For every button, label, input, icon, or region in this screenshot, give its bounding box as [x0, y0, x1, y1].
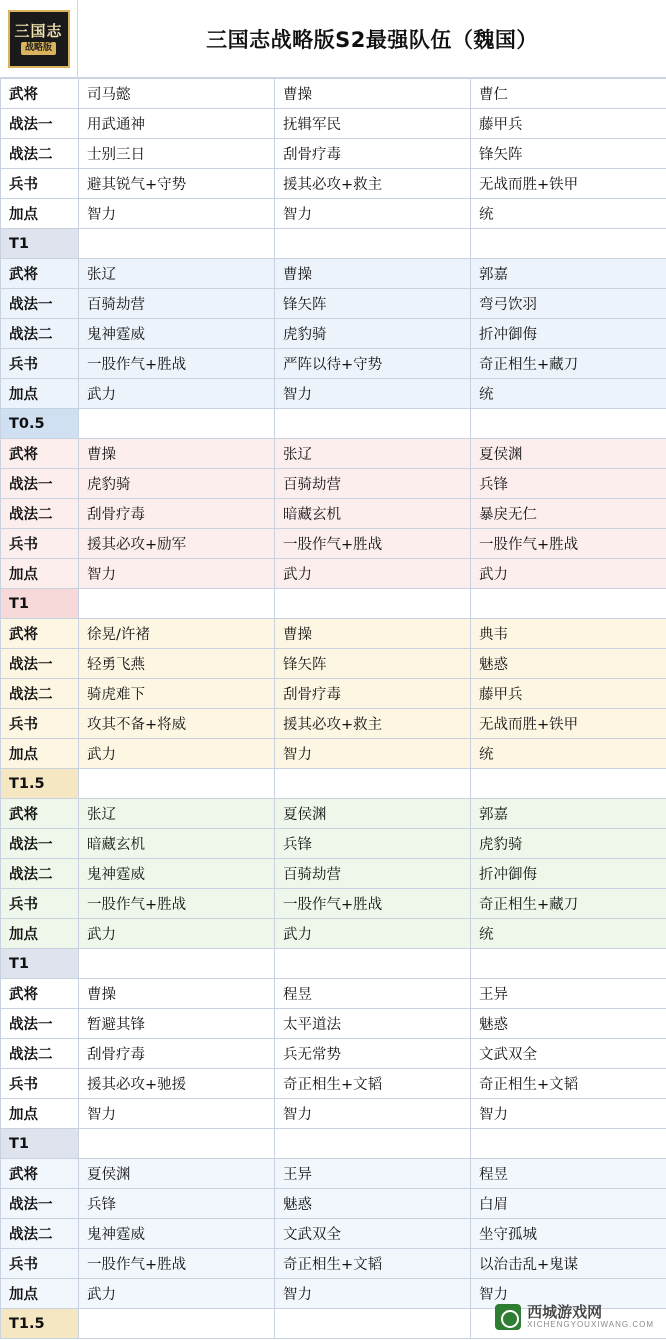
table-row: [1, 199, 666, 229]
table-cell: 藤甲兵: [471, 679, 666, 709]
table-cell: 智力: [275, 739, 471, 769]
table-cell: 曹操: [275, 259, 471, 289]
table-row: [1, 139, 666, 169]
table-cell: 暂避其锋: [79, 1009, 275, 1039]
table-row: [1, 349, 666, 379]
table-cell: 折冲御侮: [471, 319, 666, 349]
table-row: [1, 469, 666, 499]
table-cell: 统: [471, 919, 666, 949]
table-cell: 一股作气+胜战: [275, 889, 471, 919]
table-cell: 奇正相生+藏刀: [471, 349, 666, 379]
watermark-sub: XICHENGYOUXIWANG.COM: [527, 1319, 654, 1329]
table-cell: 魅惑: [471, 1009, 666, 1039]
tier-spacer-cell: [471, 589, 666, 619]
row-label: 兵书: [1, 709, 79, 739]
table-cell: 张辽: [275, 439, 471, 469]
table-cell: 奇正相生+文韬: [275, 1069, 471, 1099]
table-cell: 锋矢阵: [275, 649, 471, 679]
row-label: 加点: [1, 1099, 79, 1129]
table-row: [1, 679, 666, 709]
table-cell: 避其锐气+守势: [79, 169, 275, 199]
row-label: 加点: [1, 559, 79, 589]
table-cell: 王异: [275, 1159, 471, 1189]
table-cell: 攻其不备+将威: [79, 709, 275, 739]
tier-row: [1, 949, 666, 979]
table-cell: 锋矢阵: [275, 289, 471, 319]
table-cell: 援其必攻+救主: [275, 709, 471, 739]
tier-label: T1: [1, 1129, 79, 1159]
row-label: 兵书: [1, 169, 79, 199]
table-cell: 奇正相生+文韬: [471, 1069, 666, 1099]
tier-spacer-cell: [275, 769, 471, 799]
table-row: [1, 559, 666, 589]
table-cell: 曹仁: [471, 79, 666, 109]
row-label: 战法一: [1, 469, 79, 499]
table-row: [1, 109, 666, 139]
table-cell: 曹操: [275, 619, 471, 649]
table-cell: 徐晃/许褚: [79, 619, 275, 649]
row-label: 战法二: [1, 1219, 79, 1249]
table-cell: 文武双全: [471, 1039, 666, 1069]
table-cell: 魅惑: [471, 649, 666, 679]
title-cell: [78, 0, 666, 77]
table-cell: 统: [471, 199, 666, 229]
table-cell: 援其必攻+驰援: [79, 1069, 275, 1099]
table-cell: 王异: [471, 979, 666, 1009]
table-cell: 文武双全: [275, 1219, 471, 1249]
table-cell: 兵锋: [471, 469, 666, 499]
row-label: 兵书: [1, 349, 79, 379]
tier-label: T1: [1, 589, 79, 619]
tier-spacer-cell: [79, 769, 275, 799]
table-cell: 张辽: [79, 799, 275, 829]
table-cell: 兵锋: [79, 1189, 275, 1219]
table-cell: 士别三日: [79, 139, 275, 169]
table-cell: 程昱: [471, 1159, 666, 1189]
table-row: [1, 379, 666, 409]
table-cell: 百骑劫营: [275, 859, 471, 889]
table-row: [1, 1219, 666, 1249]
tier-spacer-cell: [79, 1309, 275, 1339]
table-cell: 刮骨疗毒: [79, 499, 275, 529]
row-label: 加点: [1, 199, 79, 229]
table-cell: 虎豹骑: [79, 469, 275, 499]
table-cell: 统: [471, 739, 666, 769]
table-row: [1, 499, 666, 529]
table-row: [1, 169, 666, 199]
row-label: 战法一: [1, 289, 79, 319]
table-cell: 夏侯渊: [275, 799, 471, 829]
table-cell: 夏侯渊: [471, 439, 666, 469]
tier-spacer-cell: [471, 1129, 666, 1159]
table-cell: 藤甲兵: [471, 109, 666, 139]
table-row: [1, 1009, 666, 1039]
table-cell: 一股作气+胜战: [471, 529, 666, 559]
row-label: 武将: [1, 979, 79, 1009]
logo-sub-text: 战略版: [21, 42, 56, 55]
table-row: [1, 439, 666, 469]
row-label: 加点: [1, 379, 79, 409]
tier-label: T1: [1, 949, 79, 979]
table-row: [1, 829, 666, 859]
table-cell: 抚辑军民: [275, 109, 471, 139]
table-cell: 郭嘉: [471, 259, 666, 289]
table-cell: 曹操: [79, 439, 275, 469]
row-label: 战法一: [1, 1189, 79, 1219]
table-cell: 刮骨疗毒: [275, 139, 471, 169]
row-label: 战法一: [1, 109, 79, 139]
row-label: 战法二: [1, 499, 79, 529]
tier-spacer-cell: [79, 409, 275, 439]
table-cell: 智力: [79, 1099, 275, 1129]
logo-main-text: 三国志: [14, 21, 63, 40]
tier-row: [1, 229, 666, 259]
tier-row: [1, 409, 666, 439]
row-label: 兵书: [1, 889, 79, 919]
row-label: 兵书: [1, 1249, 79, 1279]
watermark-name: 西城游戏网: [527, 1303, 603, 1322]
row-label: 加点: [1, 1279, 79, 1309]
table-cell: 暗藏玄机: [79, 829, 275, 859]
table-cell: 暗藏玄机: [275, 499, 471, 529]
tier-row: [1, 1129, 666, 1159]
table-cell: 夏侯渊: [79, 1159, 275, 1189]
row-label: 战法一: [1, 1009, 79, 1039]
row-label: 战法一: [1, 829, 79, 859]
tier-spacer-cell: [79, 949, 275, 979]
table-cell: 郭嘉: [471, 799, 666, 829]
table-cell: 武力: [79, 1279, 275, 1309]
table-cell: 援其必攻+救主: [275, 169, 471, 199]
table-cell: 兵无常势: [275, 1039, 471, 1069]
table-cell: 典韦: [471, 619, 666, 649]
table-row: [1, 1159, 666, 1189]
tier-spacer-cell: [275, 1129, 471, 1159]
table-row: [1, 1039, 666, 1069]
team-table: [0, 78, 666, 1339]
table-cell: 统: [471, 379, 666, 409]
row-label: 武将: [1, 79, 79, 109]
table-cell: 程昱: [275, 979, 471, 1009]
table-cell: 智力: [471, 1279, 666, 1309]
table-row: [1, 889, 666, 919]
tier-row: [1, 769, 666, 799]
row-label: 战法二: [1, 1039, 79, 1069]
table-cell: 一股作气+胜战: [79, 349, 275, 379]
tier-label: T1.5: [1, 1309, 79, 1339]
table-row: [1, 1069, 666, 1099]
table-cell: 百骑劫营: [79, 289, 275, 319]
table-row: [1, 1099, 666, 1129]
table-cell: 弯弓饮羽: [471, 289, 666, 319]
table-cell: 刮骨疗毒: [275, 679, 471, 709]
page-title: 三国志战略版S2最强队伍（魏国）: [206, 27, 538, 52]
table-cell: 武力: [79, 379, 275, 409]
table-cell: 刮骨疗毒: [79, 1039, 275, 1069]
logo-cell: [0, 0, 78, 77]
table-cell: 兵锋: [275, 829, 471, 859]
tier-spacer-cell: [275, 589, 471, 619]
tier-spacer-cell: [471, 409, 666, 439]
row-label: 战法二: [1, 139, 79, 169]
table-cell: 鬼神霆威: [79, 319, 275, 349]
table-cell: 严阵以待+守势: [275, 349, 471, 379]
table-row: [1, 79, 666, 109]
table-cell: 暴戾无仁: [471, 499, 666, 529]
tier-label: T0.5: [1, 409, 79, 439]
tier-spacer-cell: [275, 409, 471, 439]
table-cell: 智力: [471, 1099, 666, 1129]
table-cell: 骑虎难下: [79, 679, 275, 709]
table-cell: 智力: [79, 559, 275, 589]
row-label: 战法二: [1, 859, 79, 889]
row-label: 战法二: [1, 319, 79, 349]
tier-label: T1.5: [1, 769, 79, 799]
table-cell: 一股作气+胜战: [79, 1249, 275, 1279]
table-cell: 无战而胜+铁甲: [471, 709, 666, 739]
tier-row: [1, 589, 666, 619]
row-label: 兵书: [1, 529, 79, 559]
table-row: [1, 529, 666, 559]
page-header: [0, 0, 666, 78]
tier-spacer-cell: [471, 229, 666, 259]
table-cell: 司马懿: [79, 79, 275, 109]
row-label: 武将: [1, 439, 79, 469]
table-cell: 白眉: [471, 1189, 666, 1219]
tier-spacer-cell: [275, 1309, 471, 1339]
tier-spacer-cell: [471, 769, 666, 799]
row-label: 武将: [1, 259, 79, 289]
tier-label: T1: [1, 229, 79, 259]
game-logo: [8, 10, 70, 68]
table-cell: 以治击乱+鬼谋: [471, 1249, 666, 1279]
table-cell: 武力: [79, 919, 275, 949]
watermark: [489, 1300, 660, 1334]
table-row: [1, 979, 666, 1009]
table-cell: 智力: [275, 379, 471, 409]
table-row: [1, 799, 666, 829]
table-cell: 奇正相生+文韬: [275, 1249, 471, 1279]
table-cell: 曹操: [79, 979, 275, 1009]
row-label: 武将: [1, 619, 79, 649]
tier-spacer-cell: [79, 589, 275, 619]
table-cell: 智力: [275, 1099, 471, 1129]
table-cell: 无战而胜+铁甲: [471, 169, 666, 199]
table-cell: 武力: [275, 919, 471, 949]
table-cell: 鬼神霆威: [79, 859, 275, 889]
table-cell: 轻勇飞燕: [79, 649, 275, 679]
table-row: [1, 739, 666, 769]
table-cell: 智力: [275, 1279, 471, 1309]
table-cell: 一股作气+胜战: [79, 889, 275, 919]
tier-spacer-cell: [275, 949, 471, 979]
tier-spacer-cell: [275, 229, 471, 259]
row-label: 武将: [1, 799, 79, 829]
table-cell: 魅惑: [275, 1189, 471, 1219]
table-row: [1, 619, 666, 649]
table-row: [1, 1249, 666, 1279]
table-cell: 奇正相生+藏刀: [471, 889, 666, 919]
table-cell: 太平道法: [275, 1009, 471, 1039]
table-cell: 武力: [471, 559, 666, 589]
table-row: [1, 919, 666, 949]
table-cell: 张辽: [79, 259, 275, 289]
row-label: 战法一: [1, 649, 79, 679]
table-cell: 虎豹骑: [471, 829, 666, 859]
table-cell: 百骑劫营: [275, 469, 471, 499]
tier-spacer-cell: [79, 229, 275, 259]
table-cell: 武力: [79, 739, 275, 769]
row-label: 加点: [1, 919, 79, 949]
table-cell: 鬼神霆威: [79, 1219, 275, 1249]
table-row: [1, 259, 666, 289]
row-label: 兵书: [1, 1069, 79, 1099]
row-label: 武将: [1, 1159, 79, 1189]
table-cell: 智力: [79, 199, 275, 229]
table-cell: 用武通神: [79, 109, 275, 139]
watermark-logo-icon: [495, 1304, 521, 1330]
table-row: [1, 649, 666, 679]
table-cell: 援其必攻+励军: [79, 529, 275, 559]
row-label: 战法二: [1, 679, 79, 709]
table-cell: 坐守孤城: [471, 1219, 666, 1249]
table-cell: 一股作气+胜战: [275, 529, 471, 559]
table-row: [1, 319, 666, 349]
tier-spacer-cell: [79, 1129, 275, 1159]
table-cell: 武力: [275, 559, 471, 589]
tier-spacer-cell: [471, 949, 666, 979]
table-cell: 曹操: [275, 79, 471, 109]
table-row: [1, 289, 666, 319]
row-label: 加点: [1, 739, 79, 769]
table-row: [1, 859, 666, 889]
table-row: [1, 1189, 666, 1219]
table-cell: 虎豹骑: [275, 319, 471, 349]
table-cell: 折冲御侮: [471, 859, 666, 889]
table-cell: 锋矢阵: [471, 139, 666, 169]
table-row: [1, 709, 666, 739]
table-cell: 智力: [275, 199, 471, 229]
